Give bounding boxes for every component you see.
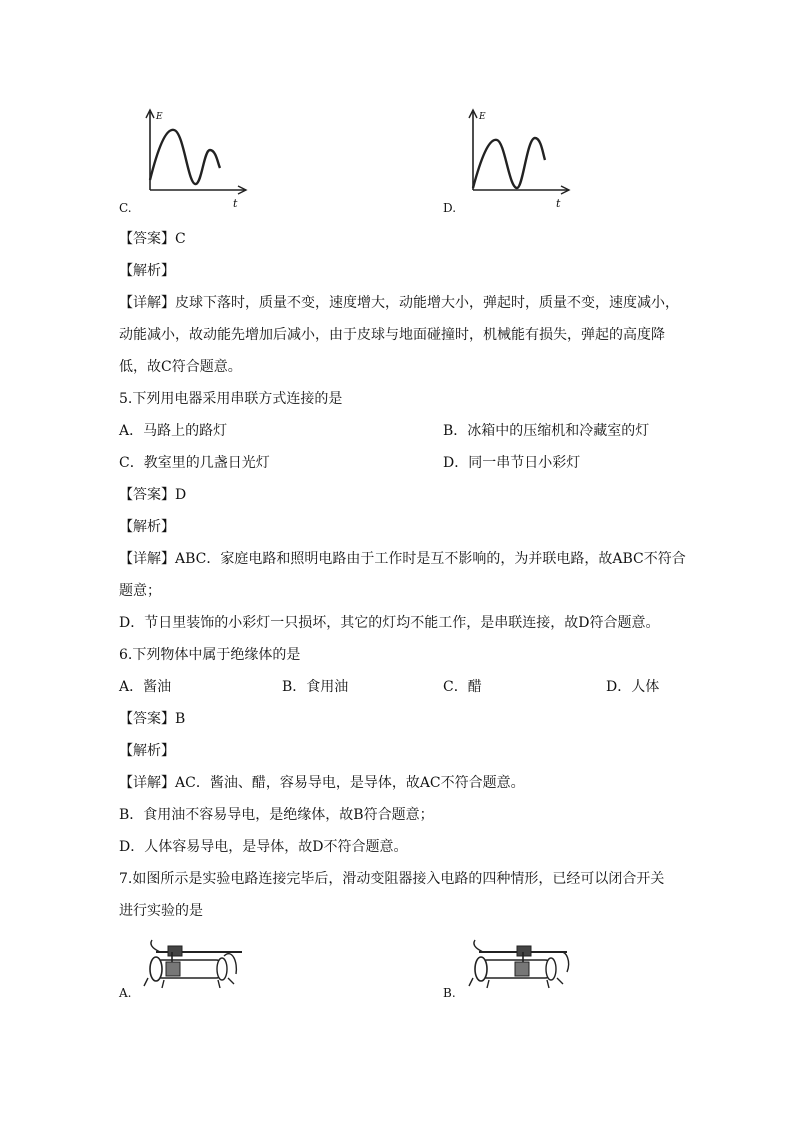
curve-d [473, 138, 545, 188]
axis-label-e-c: E [156, 112, 163, 122]
q6-option-b: B．食用油 [282, 679, 349, 695]
curve-c [150, 130, 220, 184]
graph-option-c [140, 108, 260, 208]
q7-stem-1: 7.如图所示是实验电路连接完毕后，滑动变阻器接入电路的四种情形，已经可以闭合开关 [119, 871, 665, 887]
q5-option-b: B．冰箱中的压缩机和冷藏室的灯 [443, 423, 650, 439]
q6-detail-2: B．食用油不容易导电，是绝缘体，故B符合题意； [119, 807, 434, 823]
q6-option-a: A．酱油 [119, 679, 172, 695]
q4-answer: 【答案】C [119, 231, 186, 247]
q4-detail-2: 动能减小，故动能先增加后减小，由于皮球与地面碰撞时，机械能有损失，弹起的高度降 [119, 327, 665, 343]
q4-analysis: 【解析】 [119, 263, 175, 279]
option-d-label: D. [443, 201, 457, 215]
q5-detail-1: 【详解】ABC．家庭电路和照明电路由于工作时是互不影响的，为并联电路，故ABC不符合 [119, 551, 686, 567]
q4-detail-1: 【详解】皮球下落时，质量不变，速度增大，动能增大小，弹起时，质量不变，速度减小， [119, 295, 679, 311]
q5-option-c: C．教室里的几盏日光灯 [119, 455, 270, 471]
q4-detail-3: 低，故C符合题意。 [119, 359, 242, 375]
rheostat-figure-a [140, 938, 250, 998]
q5-stem: 5.下列用电器采用串联方式连接的是 [119, 391, 343, 407]
graph-option-d [463, 108, 583, 208]
rheostat-figure-b [463, 938, 583, 998]
option-c-label: C. [119, 201, 132, 215]
q5-option-d: D．同一串节日小彩灯 [443, 455, 581, 471]
q7-option-b-label: B. [443, 986, 456, 1000]
q6-stem: 6.下列物体中属于绝缘体的是 [119, 647, 301, 663]
q6-answer: 【答案】B [119, 711, 186, 727]
q5-answer: 【答案】D [119, 487, 187, 503]
q5-option-a: A．马路上的路灯 [119, 423, 228, 439]
axis-label-e-d: E [479, 112, 486, 122]
q5-detail-3: D．节日里装饰的小彩灯一只损坏，其它的灯均不能工作，是串联连接，故D符合题意。 [119, 615, 660, 631]
q5-analysis: 【解析】 [119, 519, 175, 535]
q6-option-d: D．人体 [606, 679, 660, 695]
q5-detail-2: 题意； [119, 583, 161, 599]
axis-label-t-c: t [233, 197, 238, 210]
q6-detail-3: D．人体容易导电，是导体，故D不符合题意。 [119, 839, 408, 855]
q7-option-a-label: A. [119, 986, 132, 1000]
q6-detail-1: 【详解】AC．酱油、醋，容易导电，是导体，故AC不符合题意。 [119, 775, 525, 791]
q6-analysis: 【解析】 [119, 743, 175, 759]
q7-stem-2: 进行实验的是 [119, 903, 203, 919]
axis-label-t-d: t [556, 197, 561, 210]
q6-option-c: C．醋 [443, 679, 482, 695]
